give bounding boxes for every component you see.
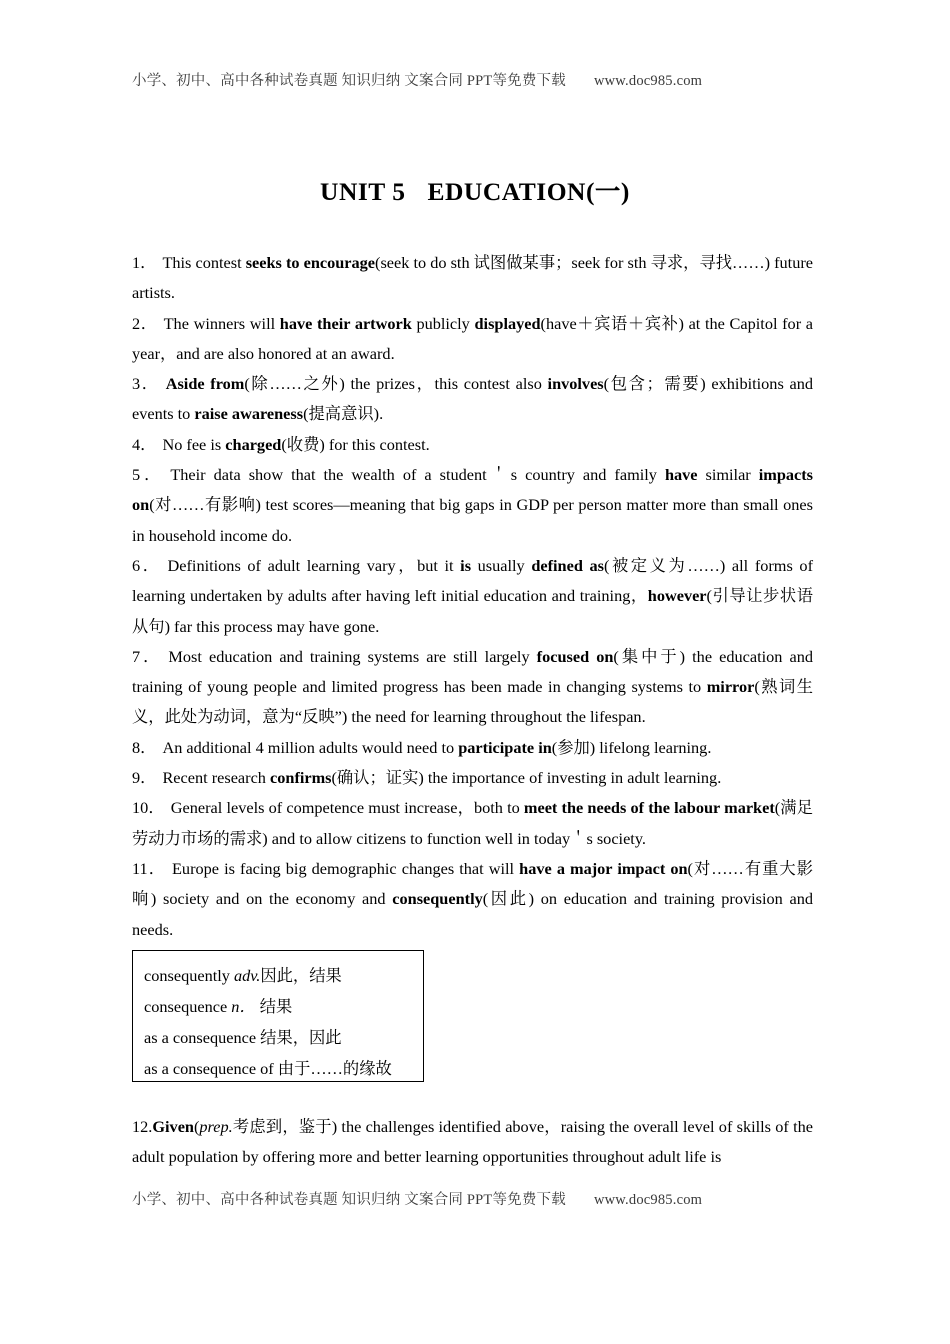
list-item-number: 1． xyxy=(132,253,157,272)
list-item-number: 4． xyxy=(132,434,157,454)
italic-pos-tag: prep. xyxy=(199,1117,233,1136)
note-line xyxy=(144,1022,423,1053)
list-item-number: 9． xyxy=(132,768,157,788)
text-run: Definitions of adult learning vary，but it xyxy=(167,555,461,575)
note-term: as a consequence of 由于……的缘故 xyxy=(144,1059,392,1078)
header-promo-text: 小学、初中、高中各种试卷真题 知识归纳 文案合同 PPT等免费下载 xyxy=(132,73,566,89)
text-run: No fee is xyxy=(162,434,226,454)
tail-item-block xyxy=(132,1112,813,1173)
list-item xyxy=(132,763,813,793)
list-item-number: 10． xyxy=(132,798,165,818)
italic-pos-tag: n． xyxy=(231,997,256,1016)
text-run: (收费) for this contest. xyxy=(281,434,430,454)
bold-phrase: Aside from xyxy=(165,374,245,394)
page-header xyxy=(132,69,812,90)
list-item-number: 6． xyxy=(132,555,162,575)
text-run: Their data show that the wealth of a student＇s country and family xyxy=(170,465,665,485)
note-gloss: 结果 xyxy=(255,997,293,1016)
vocabulary-note-box xyxy=(132,950,424,1082)
bold-phrase: have their artwork xyxy=(279,313,412,333)
text-run: ( xyxy=(193,1117,200,1136)
text-run: similar xyxy=(697,465,759,485)
text-run: (满足劳动力市场的需求) and to allow citizens to function well in today＇s society. xyxy=(132,798,813,848)
bold-phrase: impacts on xyxy=(132,465,814,515)
bold-phrase: consequently xyxy=(392,889,483,909)
text-run: General levels of competence must increase，both to xyxy=(170,798,524,818)
text-run: An additional 4 million adults would need to xyxy=(162,737,459,757)
list-item xyxy=(132,309,813,370)
title-unit: UNIT 5 xyxy=(320,177,406,206)
note-line xyxy=(144,1053,423,1084)
item-list xyxy=(132,248,813,945)
list-item xyxy=(132,460,813,551)
list-item xyxy=(132,642,813,733)
bold-phrase: however xyxy=(647,586,707,606)
bold-phrase: charged xyxy=(225,434,282,454)
bold-phrase: involves xyxy=(547,374,604,394)
text-run: (因此) on education and training provision and needs. xyxy=(132,889,814,939)
page-footer xyxy=(132,1188,812,1209)
title-subject: EDUCATION(一) xyxy=(427,177,630,206)
text-run: This contest xyxy=(162,253,246,272)
list-item xyxy=(132,369,813,430)
footer-url: www.doc985.com xyxy=(593,1192,703,1208)
note-line xyxy=(144,960,423,991)
text-run: Europe is facing big demographic changes that will xyxy=(171,858,520,878)
text-run: 考虑到，鉴于) the challenges identified above，raising the overall level of skills of the adult population by offering more and better learning opportunities throughout adult life is xyxy=(132,1117,813,1167)
bold-phrase: have xyxy=(664,465,698,485)
bold-phrase: Given xyxy=(152,1117,194,1136)
text-run: (提高意识). xyxy=(303,404,384,424)
text-run: (包含；需要) exhibitions and events to xyxy=(132,374,813,424)
page-title xyxy=(0,172,950,208)
list-item-number: 12. xyxy=(132,1117,153,1136)
list-item xyxy=(132,854,813,945)
header-url: www.doc985.com xyxy=(593,73,703,89)
text-run: (熟词生义，此处为动词，意为“反映”) the need for learning throughout the lifespan. xyxy=(132,677,813,727)
list-item-number: 3． xyxy=(132,374,160,394)
note-gloss: 因此，结果 xyxy=(260,966,342,985)
text-run: The winners will xyxy=(163,313,280,333)
text-run: (确认；证实) the importance of investing in adult learning. xyxy=(331,768,722,788)
bold-phrase: participate in xyxy=(458,737,552,757)
note-term: as a consequence 结果，因此 xyxy=(144,1028,342,1047)
list-item xyxy=(132,1112,813,1173)
bold-phrase: meet the needs of the labour market xyxy=(523,798,775,818)
text-run: (除……之外) the prizes，this contest also xyxy=(244,374,548,394)
text-run: usually xyxy=(471,555,532,575)
list-item xyxy=(132,793,813,854)
bold-phrase: have a major impact on xyxy=(519,858,688,878)
text-run: (引导让步状语从句) far this process may have gone. xyxy=(132,586,813,636)
list-item xyxy=(132,733,813,763)
list-item-number: 7． xyxy=(132,646,163,666)
list-item xyxy=(132,551,813,642)
list-item xyxy=(132,248,813,309)
list-item xyxy=(132,430,813,460)
text-run: (对……有影响) test scores—meaning that big gaps in GDP per person matter more than small ones in household income do. xyxy=(132,495,813,545)
text-run: (seek to do sth 试图做某事；seek for sth 寻求，寻找……) future artists. xyxy=(132,253,813,303)
bold-phrase: raise awareness xyxy=(194,404,304,424)
list-item-number: 2． xyxy=(132,313,158,333)
bold-phrase: displayed xyxy=(474,313,541,333)
note-term: consequently xyxy=(144,966,234,985)
text-run: publicly xyxy=(411,313,475,333)
note-line xyxy=(144,991,423,1022)
bold-phrase: seeks to encourage xyxy=(245,253,376,272)
bold-phrase: is xyxy=(460,555,472,575)
text-run: Recent research xyxy=(162,768,271,788)
italic-pos-tag: adv. xyxy=(233,966,261,985)
note-term: consequence xyxy=(144,997,232,1016)
text-run: (集中于) the education and training of young people and limited progress has been made in changing systems to xyxy=(132,646,813,697)
text-run: Most education and training systems are still largely xyxy=(168,646,537,666)
list-item-number: 5． xyxy=(132,465,165,485)
bold-phrase: confirms xyxy=(270,768,332,788)
footer-promo-text: 小学、初中、高中各种试卷真题 知识归纳 文案合同 PPT等免费下载 xyxy=(132,1192,566,1208)
list-item-number: 8． xyxy=(132,737,157,757)
note-lines-container xyxy=(133,951,423,1084)
text-run: (被定义为……) all forms of learning undertaken by adults after having left initial education and training， xyxy=(132,555,813,606)
text-run: (have＋宾语＋宾补) at the Capitol for a year，and are also honored at an award. xyxy=(132,313,814,363)
bold-phrase: mirror xyxy=(706,677,755,697)
items-container xyxy=(132,248,813,945)
list-item-number: 11． xyxy=(132,858,166,878)
text-run: (对……有重大影响) society and on the economy and xyxy=(132,858,813,909)
bold-phrase: defined as xyxy=(531,555,604,575)
text-run: (参加) lifelong learning. xyxy=(551,737,712,757)
bold-phrase: focused on xyxy=(536,646,614,666)
